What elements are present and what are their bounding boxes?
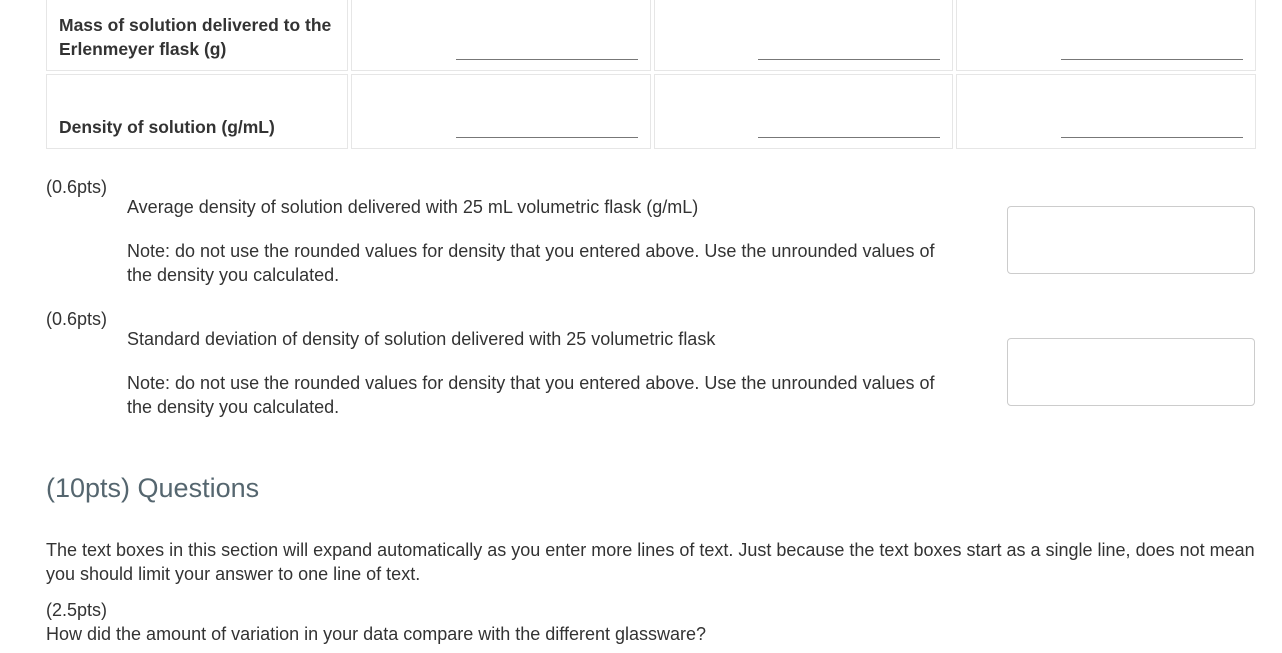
avg-density-points: (0.6pts) [46, 177, 108, 197]
density-trial-1-cell [351, 74, 651, 149]
mass-trial-2-cell [654, 0, 954, 71]
avg-density-note: Note: do not use the rounded values for density that you entered above. Use the unrounded values of the density you calculated. [127, 241, 935, 285]
table-row-mass [46, 0, 1256, 71]
std-density-question-text: Standard deviation of density of solution delivered with 25 volumetric flask [127, 329, 716, 349]
mass-trial-3-cell [956, 0, 1256, 71]
density-trial-3-input[interactable] [1061, 119, 1243, 138]
density-data-table [46, 0, 1256, 152]
avg-density-question [46, 176, 1256, 296]
mass-trial-1-cell [351, 0, 651, 71]
section-intro-text: The text boxes in this section will expand automatically as you enter more lines of text. Just because the text boxes start as a single line, does not mean you should limit your answer to one line of text. [46, 540, 1255, 584]
question-1-points: (2.5pts) [46, 600, 108, 620]
density-trial-2-input[interactable] [758, 119, 940, 138]
avg-density-question-text: Average density of solution delivered with 25 mL volumetric flask (g/mL) [127, 197, 699, 217]
std-density-points: (0.6pts) [46, 309, 108, 329]
mass-trial-3-input[interactable] [1061, 41, 1243, 60]
row-label-mass: Mass of solution delivered to the Erlenmeyer flask (g) [46, 0, 348, 71]
density-trial-1-input[interactable] [456, 119, 638, 138]
mass-trial-1-input[interactable] [456, 41, 638, 60]
std-density-answer-input[interactable] [1007, 338, 1255, 406]
table-row-density [46, 74, 1256, 149]
std-density-note: Note: do not use the rounded values for density that you entered above. Use the unrounded values of the density you calculated. [127, 373, 935, 417]
section-title-questions: (10pts) Questions [46, 473, 260, 503]
std-density-question [46, 308, 1256, 428]
avg-density-answer-input[interactable] [1007, 206, 1255, 274]
density-trial-2-cell [654, 74, 954, 149]
density-trial-3-cell [956, 74, 1256, 149]
question-1-text: How did the amount of variation in your data compare with the different glassware? [46, 624, 707, 644]
row-label-density: Density of solution (g/mL) [46, 74, 348, 149]
mass-trial-2-input[interactable] [758, 41, 940, 60]
